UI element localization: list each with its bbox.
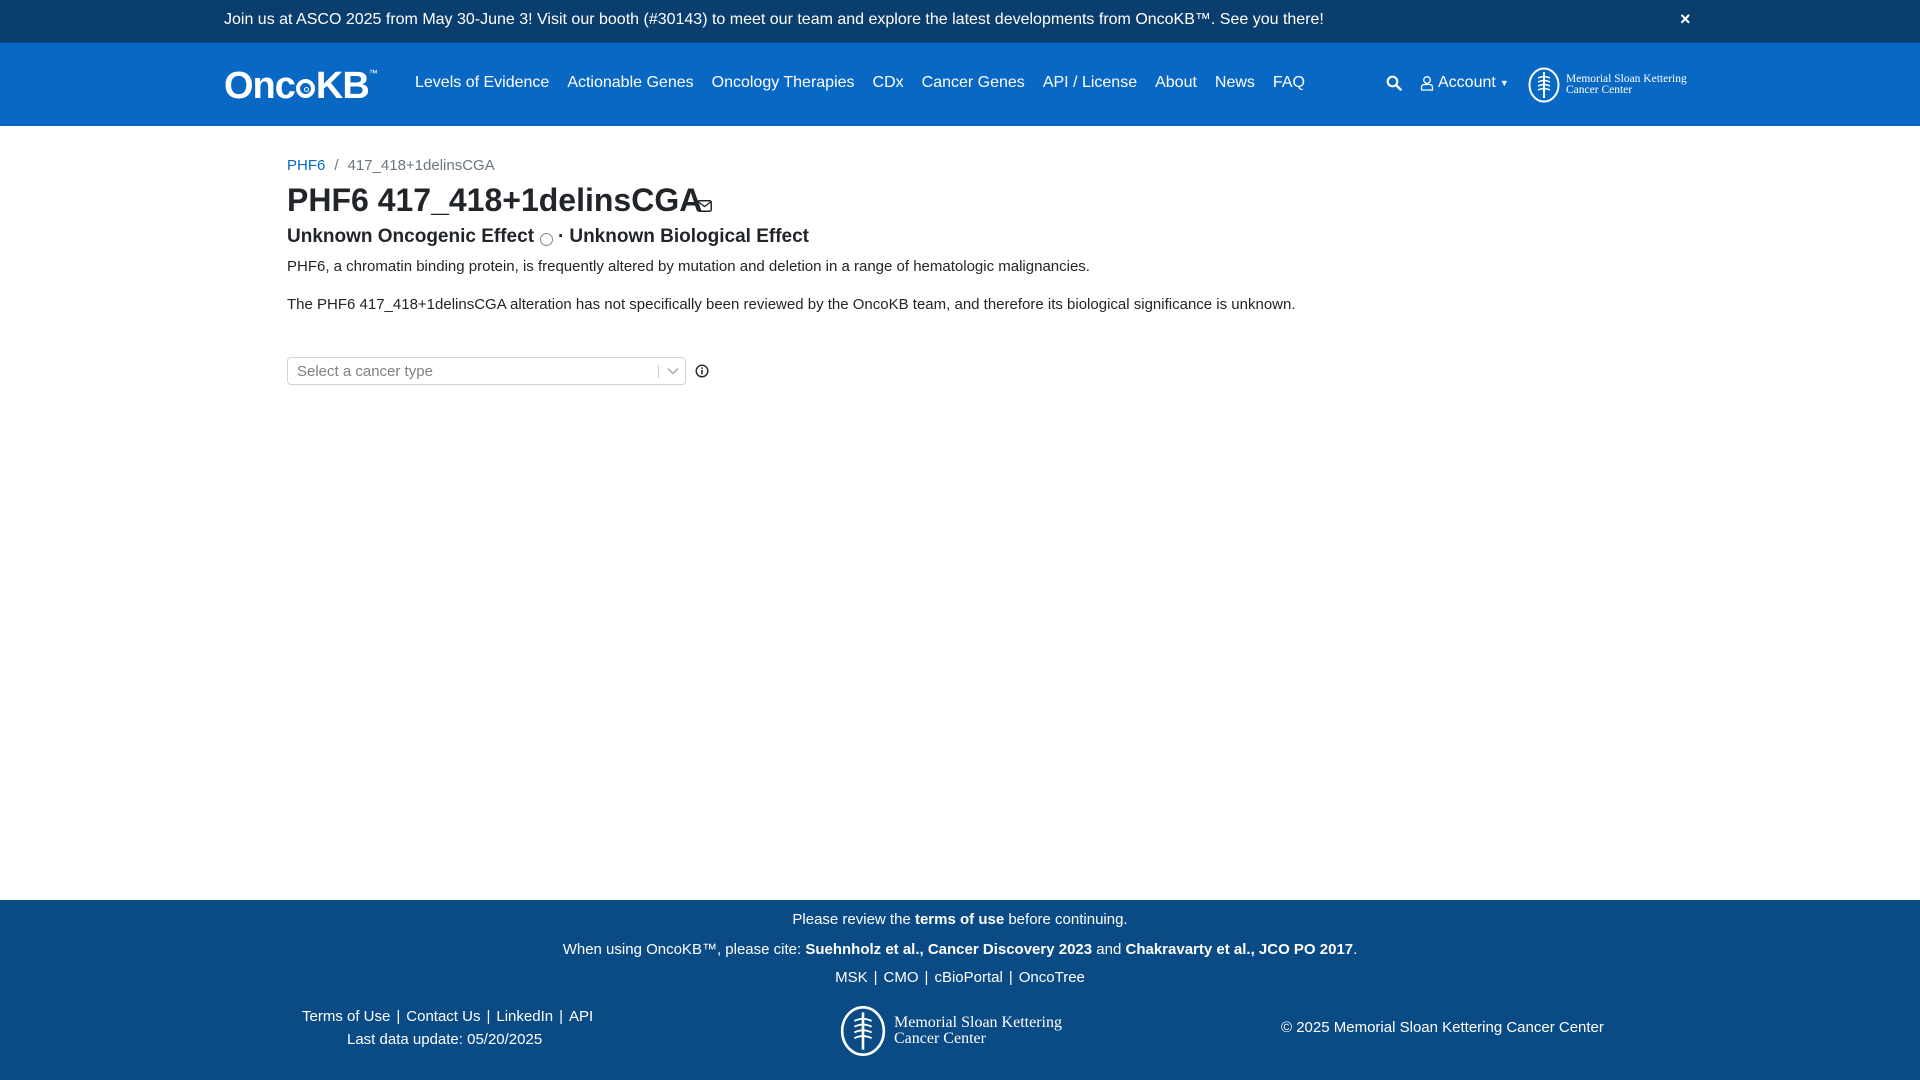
footer-bottom-links: Terms of Use | Contact Us | LinkedIn | API [302, 1008, 594, 1025]
nav-link-news[interactable]: News [1214, 74, 1255, 91]
cite-chakravarty-link[interactable]: Chakravarty et al., JCO PO 2017 [1125, 941, 1354, 958]
user-icon [1420, 75, 1434, 91]
mail-icon[interactable] [697, 200, 712, 212]
footer-msk-line2: Cancer Center [894, 1030, 986, 1047]
alteration-summary: The PHF6 417_418+1delinsCGA alteration has not specifically been reviewed by the OncoKB team, and therefore its biological significance is unknown. [287, 296, 1296, 313]
footer-link-msk[interactable]: MSK [835, 969, 868, 986]
nav-link-api-license[interactable]: API / License [1042, 74, 1138, 91]
search-icon[interactable] [1386, 75, 1402, 91]
oncogenic-effect: Unknown Oncogenic Effect [287, 226, 535, 247]
account-label: Account [1438, 74, 1496, 91]
chevron-down-icon[interactable] [666, 365, 680, 377]
nav-link-oncology-therapies[interactable]: Oncology Therapies [711, 74, 855, 91]
cancer-type-placeholder: Select a cancer type [297, 363, 433, 380]
main-navbar [0, 43, 1920, 126]
footer-link-linkedin[interactable]: LinkedIn [496, 1008, 554, 1025]
nav-link-cancer-genes[interactable]: Cancer Genes [921, 74, 1025, 91]
effect-separator: · [558, 226, 565, 247]
footer-external-links: MSK | CMO | cBioPortal | OncoTree [835, 969, 1085, 986]
footer-link-terms[interactable]: Terms of Use [302, 1008, 391, 1025]
banner-close-icon[interactable]: × [1680, 9, 1691, 29]
breadcrumb-gene-link[interactable]: PHF6 [287, 157, 326, 174]
msk-logo-line2: Cancer Center [1566, 84, 1633, 96]
copyright: © 2025 Memorial Sloan Kettering Cancer Center [1281, 1019, 1604, 1036]
page-title: PHF6 417_418+1delinsCGA [287, 182, 703, 218]
banner-message: Join us at ASCO 2025 from May 30-June 3! Visit our booth (#30143) to meet our team and explore the latest developments from OncoKB™. See you there! [224, 11, 1324, 28]
logo-o-ring-icon [296, 79, 315, 98]
oncokb-logo[interactable]: Onc KB™ [224, 65, 377, 107]
effect-summary [287, 226, 809, 248]
announcement-banner [0, 0, 1920, 43]
nav-link-cdx[interactable]: CDx [872, 74, 904, 91]
footer-review-line: Please review the terms of use before continuing. [792, 911, 1128, 928]
select-divider [658, 365, 659, 378]
account-dropdown[interactable] [1420, 74, 1509, 92]
footer-link-cmo[interactable]: CMO [883, 969, 919, 986]
msk-logo[interactable] [1528, 67, 1687, 103]
footer-link-api[interactable]: API [569, 1008, 594, 1025]
oncogenicity-circle-icon [540, 233, 553, 246]
footer-link-contact[interactable]: Contact Us [406, 1008, 481, 1025]
terms-of-use-link[interactable]: terms of use [914, 911, 1005, 928]
last-data-update: Last data update: 05/20/2025 [347, 1031, 543, 1048]
cite-suehnholz-link[interactable]: Suehnholz et al., Cancer Discovery 2023 [805, 941, 1093, 958]
footer-cite-line: When using OncoKB™, please cite: Suehnholz et al., Cancer Discovery 2023 and Chakravarty et al., JCO PO 2017. [562, 941, 1358, 958]
msk-logo-line1: Memorial Sloan Kettering [1566, 73, 1687, 85]
nav-link-faq[interactable]: FAQ [1272, 74, 1305, 91]
footer-link-oncotree[interactable]: OncoTree [1018, 969, 1085, 986]
cancer-type-select[interactable] [287, 357, 686, 385]
gene-summary: PHF6, a chromatin binding protein, is frequently altered by mutation and deletion in a range of hematologic malignancies. [287, 258, 1090, 275]
footer-link-cbioportal[interactable]: cBioPortal [934, 969, 1003, 986]
breadcrumb-separator: / [334, 157, 339, 174]
biological-effect: Unknown Biological Effect [569, 226, 809, 247]
msk-emblem-icon [1528, 67, 1560, 103]
breadcrumb-alteration: 417_418+1delinsCGA [347, 157, 495, 174]
footer-msk-logo[interactable] [840, 1005, 1062, 1057]
nav-link-about[interactable]: About [1155, 74, 1197, 91]
footer-msk-line1: Memorial Sloan Kettering [894, 1014, 1062, 1031]
nav-links [415, 74, 1323, 92]
footer [0, 900, 1920, 1080]
caret-down-icon: ▼ [1499, 78, 1509, 88]
nav-link-levels-of-evidence[interactable]: Levels of Evidence [415, 74, 550, 91]
nav-link-actionable-genes[interactable]: Actionable Genes [567, 74, 694, 91]
info-icon[interactable] [695, 364, 709, 378]
msk-emblem-icon [840, 1005, 886, 1057]
breadcrumb [287, 157, 495, 174]
